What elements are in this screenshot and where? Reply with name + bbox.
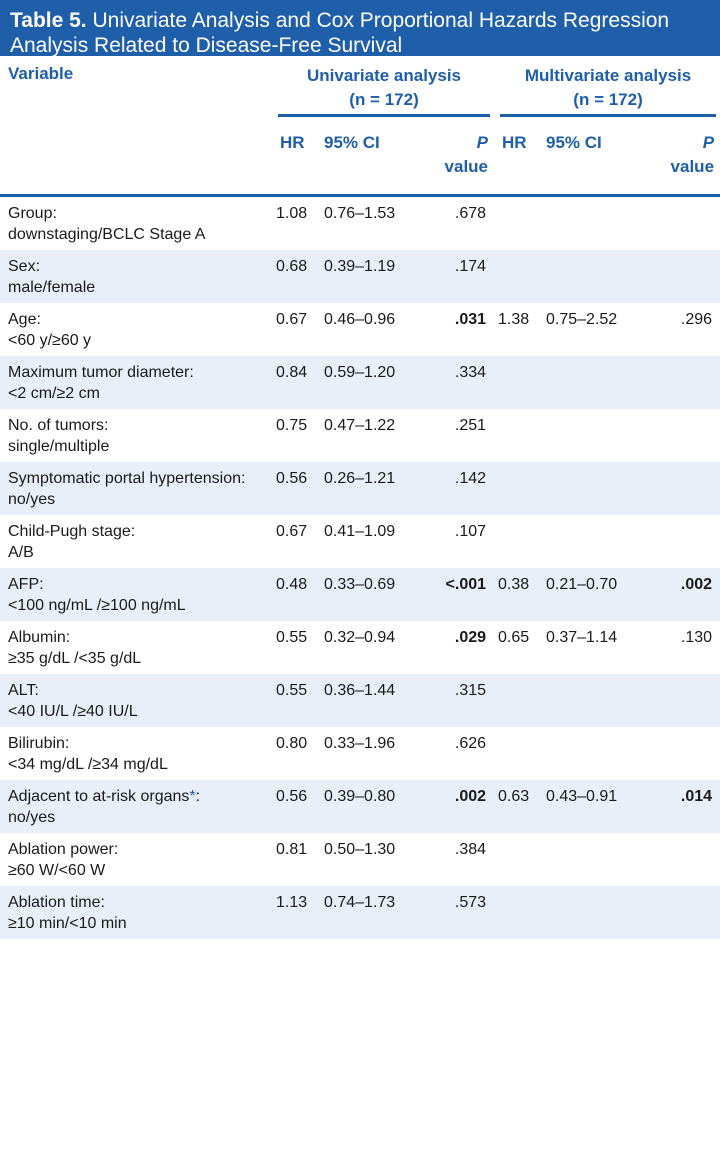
ci-uni-cell: 0.33–1.96 bbox=[324, 734, 396, 752]
ci-uni-cell: 0.39–1.19 bbox=[320, 250, 438, 303]
row-label: Age: bbox=[8, 310, 41, 328]
variable-cell bbox=[0, 621, 272, 674]
p-uni-cell: .384 bbox=[454, 840, 487, 858]
p-uni-cell: .334 bbox=[438, 356, 494, 409]
ci-multi-cell bbox=[542, 727, 660, 780]
ci-multi-cell bbox=[542, 195, 660, 250]
hr-uni-cell: 0.48 bbox=[272, 568, 320, 621]
row-label: No. of tumors: bbox=[8, 416, 109, 434]
hr-uni-cell: 0.56 bbox=[272, 780, 320, 833]
hr-uni-cell: 0.67 bbox=[276, 522, 308, 540]
hr-uni-cell: 0.67 bbox=[276, 310, 308, 328]
header-ci-uni: 95% CI bbox=[320, 123, 438, 195]
ci-multi-cell bbox=[542, 409, 660, 462]
table-number: Table 5. bbox=[10, 9, 87, 32]
variable-cell bbox=[0, 356, 272, 409]
row-label: Adjacent to at-risk organs bbox=[8, 787, 190, 805]
p-multi-cell bbox=[660, 674, 720, 727]
p-multi-cell bbox=[660, 462, 720, 515]
header-p-uni: P value bbox=[438, 123, 494, 195]
hr-multi-cell bbox=[494, 462, 542, 515]
ci-uni-cell: 0.33–0.69 bbox=[320, 568, 438, 621]
table-row bbox=[0, 780, 720, 833]
row-label: ALT: bbox=[8, 681, 39, 699]
row-sublabel: downstaging/BCLC Stage A bbox=[8, 225, 206, 243]
p-multi-cell bbox=[660, 250, 720, 303]
row-label: Albumin: bbox=[8, 628, 71, 646]
p-uni-cell: .174 bbox=[438, 250, 494, 303]
hr-uni-cell: 0.80 bbox=[276, 734, 308, 752]
header-variable: Variable bbox=[8, 64, 74, 83]
hr-uni-cell: 0.55 bbox=[276, 628, 308, 646]
p-uni-cell: .626 bbox=[454, 734, 487, 752]
ci-multi-cell: 0.43–0.91 bbox=[542, 780, 660, 833]
row-sublabel: single/multiple bbox=[8, 437, 110, 455]
row-sublabel: <40 IU/L /≥40 IU/L bbox=[8, 702, 138, 720]
header-hr-uni: HR bbox=[272, 123, 320, 195]
table-caption: Univariate Analysis and Cox Proportional Hazards Regression Analysis Related to Disease-Free Survival bbox=[10, 9, 670, 57]
variable-cell bbox=[0, 195, 272, 250]
ci-multi-cell bbox=[542, 462, 660, 515]
variable-cell bbox=[0, 674, 272, 727]
row-label: Bilirubin: bbox=[8, 734, 70, 752]
row-sublabel: ≥10 min/<10 min bbox=[8, 914, 127, 932]
p-uni-cell: .678 bbox=[454, 204, 487, 222]
row-sublabel: male/female bbox=[8, 278, 96, 296]
multivariate-n: (n = 172) bbox=[573, 90, 643, 109]
row-label: Group: bbox=[8, 204, 57, 222]
p-multi-cell bbox=[660, 515, 720, 568]
univariate-label: Univariate analysis bbox=[306, 66, 462, 85]
hr-uni-cell: 1.13 bbox=[272, 886, 320, 939]
ci-uni-cell: 0.46–0.96 bbox=[324, 310, 396, 328]
p-uni-cell: <.001 bbox=[438, 568, 494, 621]
variable-cell bbox=[0, 515, 272, 568]
table-row bbox=[0, 674, 720, 727]
p-uni-cell: .107 bbox=[454, 522, 487, 540]
row-label: Symptomatic portal hypertension: bbox=[8, 469, 246, 487]
row-label: AFP: bbox=[8, 575, 44, 593]
p-uni-cell: .573 bbox=[438, 886, 494, 939]
row-label: Child-Pugh stage: bbox=[8, 522, 136, 540]
hr-uni-cell: 1.08 bbox=[276, 204, 308, 222]
header-ci-multi: 95% CI bbox=[542, 123, 660, 195]
table-row bbox=[0, 515, 720, 568]
variable-cell bbox=[0, 462, 272, 515]
p-uni-cell: .029 bbox=[454, 628, 487, 646]
hr-multi-cell bbox=[494, 886, 542, 939]
hr-multi-cell: 1.38 bbox=[498, 310, 530, 328]
footnote-marker: * bbox=[189, 787, 196, 805]
table-row bbox=[0, 568, 720, 621]
ci-multi-cell bbox=[542, 515, 660, 568]
p-multi-cell bbox=[660, 195, 720, 250]
ci-uni-cell: 0.26–1.21 bbox=[320, 462, 438, 515]
variable-cell bbox=[0, 886, 272, 939]
row-sublabel: ≥60 W/<60 W bbox=[8, 861, 106, 879]
table-title bbox=[0, 0, 720, 56]
hr-uni-cell: 0.81 bbox=[276, 840, 308, 858]
row-label: Ablation power: bbox=[8, 840, 119, 858]
row-sublabel: <2 cm/≥2 cm bbox=[8, 384, 100, 402]
row-sublabel: ≥35 g/dL /<35 g/dL bbox=[8, 649, 142, 667]
row-sublabel: <34 mg/dL /≥34 mg/dL bbox=[8, 755, 168, 773]
variable-cell bbox=[0, 250, 272, 303]
variable-cell bbox=[0, 568, 272, 621]
ci-multi-cell bbox=[542, 356, 660, 409]
header-blank bbox=[0, 123, 272, 195]
row-sublabel: <100 ng/mL /≥100 ng/mL bbox=[8, 596, 186, 614]
hr-multi-cell bbox=[494, 250, 542, 303]
p-multi-cell bbox=[660, 833, 720, 886]
ci-uni-cell: 0.74–1.73 bbox=[320, 886, 438, 939]
table-row bbox=[0, 621, 720, 674]
table-row bbox=[0, 303, 720, 356]
variable-cell bbox=[0, 727, 272, 780]
table-row bbox=[0, 250, 720, 303]
p-multi-cell bbox=[660, 727, 720, 780]
ci-multi-cell bbox=[542, 674, 660, 727]
p-multi-cell: .130 bbox=[680, 628, 713, 646]
variable-cell bbox=[0, 780, 272, 833]
hr-multi-cell: 0.63 bbox=[494, 780, 542, 833]
p-multi-cell bbox=[660, 409, 720, 462]
p-multi-cell bbox=[660, 886, 720, 939]
header-p-multi: P value bbox=[660, 123, 720, 195]
hr-multi-cell bbox=[494, 674, 542, 727]
hr-multi-cell bbox=[494, 727, 542, 780]
ci-uni-cell: 0.50–1.30 bbox=[324, 840, 396, 858]
p-uni-cell: .031 bbox=[454, 310, 487, 328]
hr-multi-cell bbox=[494, 409, 542, 462]
hr-uni-cell: 0.68 bbox=[272, 250, 320, 303]
row-sublabel: A/B bbox=[8, 543, 34, 561]
row-label: Sex: bbox=[8, 257, 41, 275]
ci-uni-cell: 0.36–1.44 bbox=[320, 674, 438, 727]
header-hr-multi: HR bbox=[494, 123, 542, 195]
table-row bbox=[0, 833, 720, 886]
ci-multi-cell bbox=[542, 886, 660, 939]
ci-multi-cell: 0.75–2.52 bbox=[546, 310, 618, 328]
p-multi-cell bbox=[660, 356, 720, 409]
hr-uni-cell: 0.55 bbox=[272, 674, 320, 727]
table-row bbox=[0, 886, 720, 939]
hr-multi-cell bbox=[494, 833, 542, 886]
ci-uni-cell: 0.41–1.09 bbox=[324, 522, 396, 540]
hr-uni-cell: 0.56 bbox=[272, 462, 320, 515]
ci-uni-cell: 0.32–0.94 bbox=[324, 628, 396, 646]
p-uni-cell: .142 bbox=[438, 462, 494, 515]
hr-multi-cell bbox=[494, 356, 542, 409]
ci-uni-cell: 0.39–0.80 bbox=[320, 780, 438, 833]
ci-multi-cell bbox=[542, 250, 660, 303]
row-label: Maximum tumor diameter: bbox=[8, 363, 194, 381]
ci-uni-cell: 0.59–1.20 bbox=[320, 356, 438, 409]
p-uni-cell: .315 bbox=[438, 674, 494, 727]
ci-multi-cell bbox=[542, 833, 660, 886]
results-table bbox=[0, 56, 720, 939]
hr-multi-cell bbox=[494, 195, 542, 250]
header-multivariate bbox=[494, 56, 720, 123]
row-label-tail: : bbox=[195, 787, 201, 805]
row-sublabel: no/yes bbox=[8, 490, 56, 508]
table-row bbox=[0, 462, 720, 515]
table-row bbox=[0, 356, 720, 409]
univariate-n: (n = 172) bbox=[349, 90, 419, 109]
p-uni-cell: .002 bbox=[438, 780, 494, 833]
ci-uni-cell: 0.76–1.53 bbox=[324, 204, 396, 222]
p-multi-cell: .002 bbox=[660, 568, 720, 621]
row-sublabel: <60 y/≥60 y bbox=[8, 331, 92, 349]
variable-cell bbox=[0, 303, 272, 356]
multivariate-label: Multivariate analysis bbox=[524, 66, 692, 85]
variable-cell bbox=[0, 833, 272, 886]
hr-uni-cell: 0.84 bbox=[272, 356, 320, 409]
p-multi-cell: .296 bbox=[680, 310, 713, 328]
ci-uni-cell: 0.47–1.22 bbox=[324, 416, 396, 434]
p-uni-cell: .251 bbox=[454, 416, 487, 434]
hr-uni-cell: 0.75 bbox=[276, 416, 308, 434]
table-row bbox=[0, 727, 720, 780]
ci-multi-cell: 0.21–0.70 bbox=[542, 568, 660, 621]
table-row bbox=[0, 195, 720, 250]
row-sublabel: no/yes bbox=[8, 808, 56, 826]
header-univariate bbox=[272, 56, 494, 123]
hr-multi-cell: 0.38 bbox=[494, 568, 542, 621]
variable-cell bbox=[0, 409, 272, 462]
hr-multi-cell: 0.65 bbox=[498, 628, 530, 646]
hr-multi-cell bbox=[494, 515, 542, 568]
table-row bbox=[0, 409, 720, 462]
p-multi-cell: .014 bbox=[660, 780, 720, 833]
row-label: Ablation time: bbox=[8, 893, 105, 911]
ci-multi-cell: 0.37–1.14 bbox=[546, 628, 618, 646]
